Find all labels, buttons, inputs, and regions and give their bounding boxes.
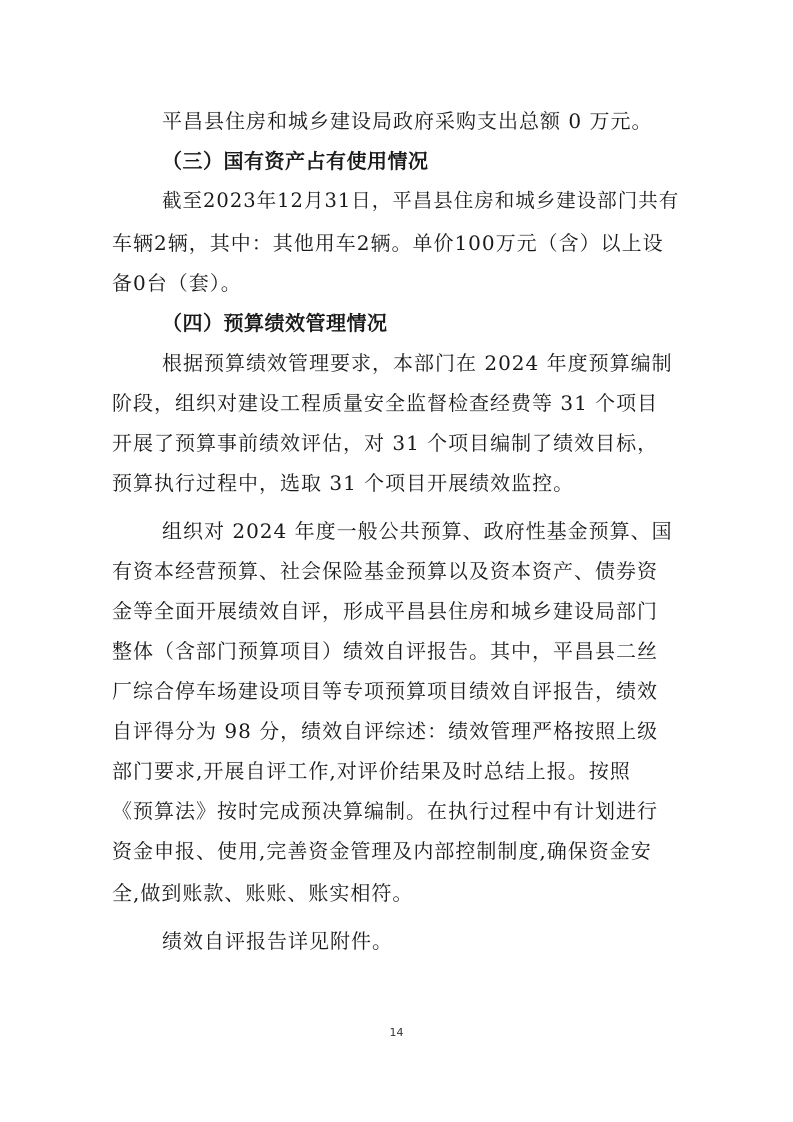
section-heading-assets: （三）国有资产占有使用情况	[162, 149, 429, 173]
body-text-line: 自评得分为 98 分，绩效自评综述：绩效管理严格按照上级	[112, 719, 659, 743]
page-number: 14	[389, 1026, 404, 1039]
body-text-line: 截至2023年12月31日，平昌县住房和城乡建设部门共有	[162, 189, 680, 212]
body-text-line: 有资本经营预算、社会保险基金预算以及资本资产、债券资	[112, 559, 658, 583]
body-text-line: 阶段，组织对建设工程质量安全监督检查经费等 31 个项目	[112, 391, 659, 415]
body-text-line: 平昌县住房和城乡建设局政府采购支出总额 0 万元。	[162, 109, 653, 133]
body-text-line: 预算执行过程中，选取 31 个项目开展绩效监控。	[112, 471, 575, 495]
body-text-line: 厂综合停车场建设项目等专项预算项目绩效自评报告，绩效	[112, 679, 658, 703]
body-text-line: 全,做到账款、账账、账实相符。	[112, 881, 414, 905]
body-text-line: 绩效自评报告详见附件。	[162, 929, 393, 953]
section-heading-performance: （四）预算绩效管理情况	[162, 311, 388, 335]
body-text-line: 根据预算绩效管理要求，本部门在 2024 年度预算编制	[162, 351, 673, 375]
body-text-line: 整体（含部门预算项目）绩效自评报告。其中，平昌县二丝	[112, 639, 658, 663]
body-text-line: 金等全面开展绩效自评，形成平昌县住房和城乡建设局部门	[112, 599, 658, 623]
body-text-line: 开展了预算事前绩效评估，对 31 个项目编制了绩效目标，	[112, 431, 659, 455]
body-text-line: 组织对 2024 年度一般公共预算、政府性基金预算、国	[162, 519, 673, 543]
body-text-line: 《预算法》按时完成预决算编制。在执行过程中有计划进行	[112, 799, 658, 823]
body-text-line: 备0台（套）。	[112, 271, 242, 295]
body-text-line: 车辆2辆，其中：其他用车2辆。单价100万元（含）以上设	[112, 231, 664, 255]
body-text-line: 资金申报、使用,完善资金管理及内部控制制度,确保资金安	[112, 839, 652, 863]
body-text-line: 部门要求,开展自评工作,对评价结果及时总结上报。按照	[112, 759, 631, 783]
